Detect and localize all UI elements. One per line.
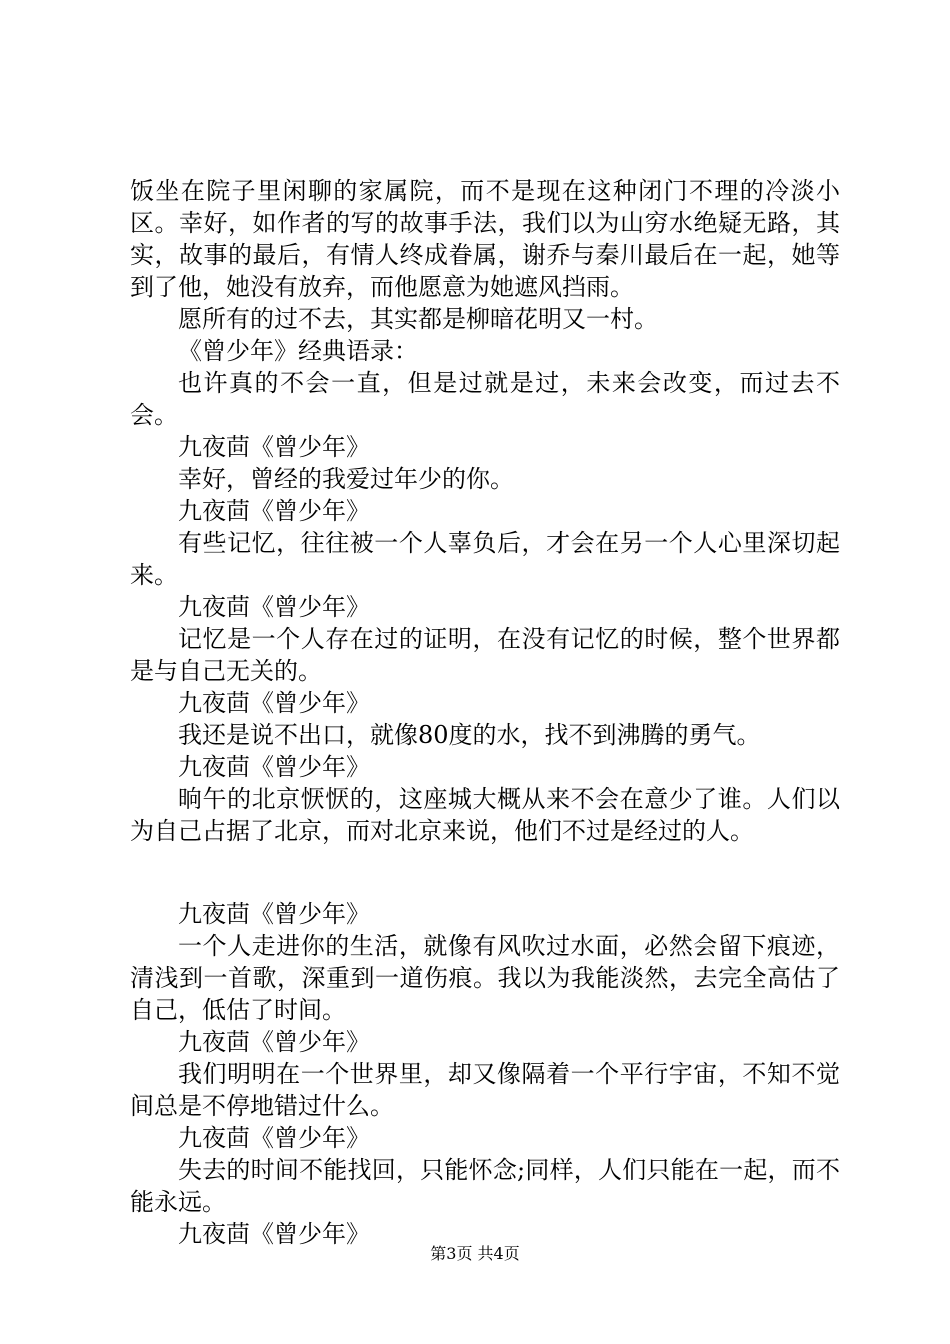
quote-text: 我还是说不出口，就像80度的水，找不到沸腾的勇气。 [178, 721, 761, 749]
quote-text: 也许真的不会一直，但是过就是过，未来会改变，而过去不会。 [130, 369, 840, 429]
quote-source: 九夜茴《曾少年》 [178, 689, 370, 717]
paragraph-continuation: 饭坐在院子里闲聊的家属院，而不是现在这种闭门不理的冷淡小区。幸好，如作者的写的故事手法，我们以为山穷水绝疑无路，其实，故事的最后，有情人终成眷属，谢乔与秦川最后在一起，她等到了他，她没有放弃，而他愿意为她遮风挡雨。 [130, 177, 840, 301]
quote-source: 九夜茴《曾少年》 [178, 900, 370, 928]
quote-source: 九夜茴《曾少年》 [178, 1124, 370, 1152]
quote-source: 九夜茴《曾少年》 [178, 753, 370, 781]
quote-text: 失去的时间不能找回，只能怀念;同样，人们只能在一起，而不能永远。 [130, 1156, 840, 1216]
quote-text: 一个人走进你的生活，就像有风吹过水面，必然会留下痕迹，清浅到一首歌，深重到一道伤痕。我以为我能淡然，去完全高估了自己，低估了时间。 [130, 932, 840, 1024]
quote-source: 九夜茴《曾少年》 [178, 593, 370, 621]
quote-text: 记忆是一个人存在过的证明，在没有记忆的时候，整个世界都是与自己无关的。 [130, 625, 840, 685]
document-body [130, 175, 840, 1250]
quote-source: 九夜茴《曾少年》 [178, 433, 370, 461]
paragraph: 愿所有的过不去，其实都是柳暗花明又一村。 [178, 305, 658, 333]
quote-text: 幸好，曾经的我爱过年少的你。 [178, 465, 514, 493]
section-heading: 《曾少年》经典语录： [178, 337, 418, 365]
quote-source: 九夜茴《曾少年》 [178, 1028, 370, 1056]
quote-text: 我们明明在一个世界里，却又像隔着一个平行宇宙，不知不觉间总是不停地错过什么。 [130, 1060, 840, 1120]
page-number-footer: 第3页 共4页 [430, 1244, 520, 1263]
quote-source: 九夜茴《曾少年》 [178, 497, 370, 525]
quote-text: 有些记忆，往往被一个人辜负后，才会在另一个人心里深切起来。 [130, 529, 840, 589]
quote-source: 九夜茴《曾少年》 [178, 1220, 370, 1248]
quote-text: 晌午的北京恹恹的，这座城大概从来不会在意少了谁。人们以为自己占据了北京，而对北京来说，他们不过是经过的人。 [130, 785, 840, 845]
